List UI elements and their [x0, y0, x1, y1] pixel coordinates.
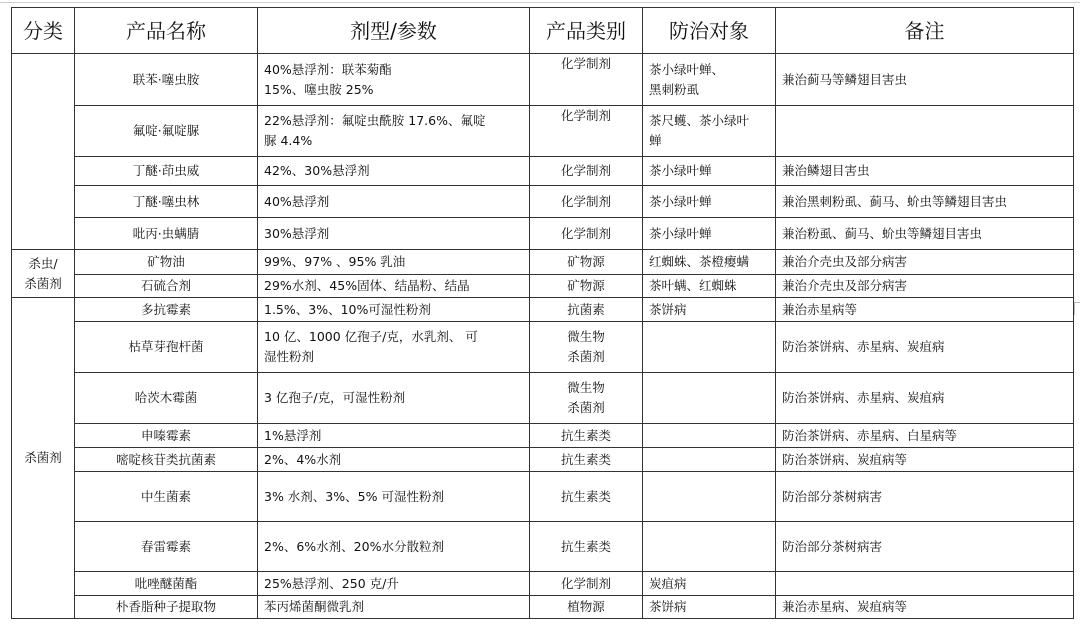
target: 茶小绿叶蝉、 黑刺粉虱 — [643, 54, 776, 106]
note: 防治茶饼病、赤星病、炭疽病 — [776, 373, 1074, 424]
product-type: 抗生素类 — [530, 424, 643, 448]
pesticide-table — [11, 7, 1074, 619]
product-name: 丁醚·噻虫林 — [75, 186, 258, 218]
product-type: 微生物 杀菌剂 — [530, 322, 643, 373]
header-product-type: 产品类别 — [530, 8, 643, 54]
target — [643, 322, 776, 373]
note — [776, 572, 1074, 596]
note: 防治茶饼病、炭疽病等 — [776, 448, 1074, 472]
note: 兼治蓟马等鳞翅目害虫 — [776, 54, 1074, 106]
formulation: 42%、30%悬浮剂 — [258, 157, 530, 186]
note: 防治茶饼病、赤星病、白星病等 — [776, 424, 1074, 448]
product-name: 丁醚·茚虫威 — [75, 157, 258, 186]
note: 兼治介壳虫及部分病害 — [776, 250, 1074, 275]
table-row — [12, 373, 1074, 424]
header-formulation: 剂型/参数 — [258, 8, 530, 54]
product-type: 微生物 杀菌剂 — [530, 373, 643, 424]
product-type: 矿物源 — [530, 250, 643, 275]
note: 兼治介壳虫及部分病害 — [776, 275, 1074, 298]
note: 防治部分茶树病害 — [776, 472, 1074, 522]
product-type: 化学制剂 — [530, 186, 643, 218]
target: 茶饼病 — [643, 596, 776, 619]
table-row — [12, 157, 1074, 186]
product-type: 抗菌素 — [530, 298, 643, 322]
formulation: 2%、4%水剂 — [258, 448, 530, 472]
header-target: 防治对象 — [643, 8, 776, 54]
product-name: 联苯·噻虫胺 — [75, 54, 258, 106]
group-cell — [12, 54, 75, 250]
table-row — [12, 572, 1074, 596]
page-edge-mark — [1074, 302, 1080, 315]
table-row — [12, 54, 1074, 106]
table-row — [12, 472, 1074, 522]
product-type: 抗生素类 — [530, 522, 643, 572]
table-row — [12, 298, 1074, 322]
target — [643, 424, 776, 448]
product-name: 枯草芽孢杆菌 — [75, 322, 258, 373]
note — [776, 106, 1074, 157]
header-category: 分类 — [12, 8, 75, 54]
product-type: 抗生素类 — [530, 472, 643, 522]
note: 兼治粉虱、蓟马、蚧虫等鳞翅目害虫 — [776, 218, 1074, 250]
formulation: 3 亿孢子/克，可湿性粉剂 — [258, 373, 530, 424]
product-name: 嘧啶核苷类抗菌素 — [75, 448, 258, 472]
target: 茶尺蠖、茶小绿叶 蝉 — [643, 106, 776, 157]
formulation: 苯丙烯菌酮微乳剂 — [258, 596, 530, 619]
product-name: 石硫合剂 — [75, 275, 258, 298]
table-row — [12, 106, 1074, 157]
header-notes: 备注 — [776, 8, 1074, 54]
formulation: 2%、6%水剂、20%水分散粒剂 — [258, 522, 530, 572]
product-name: 吡丙·虫螨腈 — [75, 218, 258, 250]
product-type: 化学制剂 — [530, 106, 643, 157]
product-type: 化学制剂 — [530, 218, 643, 250]
target — [643, 373, 776, 424]
note: 兼治鳞翅目害虫 — [776, 157, 1074, 186]
target: 茶小绿叶蝉 — [643, 218, 776, 250]
group-cell: 杀菌剂 — [12, 298, 75, 619]
formulation: 10 亿、1000 亿孢子/克，水乳剂、 可 湿性粉剂 — [258, 322, 530, 373]
formulation: 29%水剂、45%固体、结晶粉、结晶 — [258, 275, 530, 298]
target: 茶饼病 — [643, 298, 776, 322]
formulation: 30%悬浮剂 — [258, 218, 530, 250]
formulation: 25%悬浮剂、250 克/升 — [258, 572, 530, 596]
table-row — [12, 186, 1074, 218]
target — [643, 472, 776, 522]
target: 红蜘蛛、茶橙瘿螨 — [643, 250, 776, 275]
target — [643, 522, 776, 572]
product-type: 化学制剂 — [530, 157, 643, 186]
product-type: 抗生素类 — [530, 448, 643, 472]
target: 茶叶螨、红蜘蛛 — [643, 275, 776, 298]
formulation: 99%、97% 、95% 乳油 — [258, 250, 530, 275]
formulation: 1.5%、3%、10%可湿性粉剂 — [258, 298, 530, 322]
note: 兼治黑刺粉虱、蓟马、蚧虫等鳞翅目害虫 — [776, 186, 1074, 218]
product-name: 多抗霉素 — [75, 298, 258, 322]
note: 防治茶饼病、赤星病、炭疽病 — [776, 322, 1074, 373]
group-cell: 杀虫/ 杀菌剂 — [12, 250, 75, 298]
header-product-name: 产品名称 — [75, 8, 258, 54]
product-type: 矿物源 — [530, 275, 643, 298]
header-row — [12, 8, 1074, 54]
table-row — [12, 322, 1074, 373]
product-name: 朴香脂种子提取物 — [75, 596, 258, 619]
table-row — [12, 250, 1074, 275]
table-row — [12, 275, 1074, 298]
target: 炭疽病 — [643, 572, 776, 596]
formulation: 22%悬浮剂：氟啶虫酰胺 17.6%、氟啶 脲 4.4% — [258, 106, 530, 157]
product-type: 植物源 — [530, 596, 643, 619]
product-name: 吡唑醚菌酯 — [75, 572, 258, 596]
table-row — [12, 522, 1074, 572]
product-name: 申嗪霉素 — [75, 424, 258, 448]
table-row — [12, 596, 1074, 619]
table-row — [12, 218, 1074, 250]
target: 茶小绿叶蝉 — [643, 186, 776, 218]
product-name: 氟啶·氟啶脲 — [75, 106, 258, 157]
formulation: 40%悬浮剂 — [258, 186, 530, 218]
product-type: 化学制剂 — [530, 572, 643, 596]
note: 防治部分茶树病害 — [776, 522, 1074, 572]
product-name: 中生菌素 — [75, 472, 258, 522]
product-name: 春雷霉素 — [75, 522, 258, 572]
formulation: 1%悬浮剂 — [258, 424, 530, 448]
target: 茶小绿叶蝉 — [643, 157, 776, 186]
formulation: 3% 水剂、3%、5% 可湿性粉剂 — [258, 472, 530, 522]
table-row — [12, 448, 1074, 472]
formulation: 40%悬浮剂：联苯菊酯 15%、噻虫胺 25% — [258, 54, 530, 106]
product-type: 化学制剂 — [530, 54, 643, 106]
product-name: 矿物油 — [75, 250, 258, 275]
note: 兼治赤星病等 — [776, 298, 1074, 322]
target — [643, 448, 776, 472]
product-name: 哈茨木霉菌 — [75, 373, 258, 424]
page-top-rule — [0, 2, 1080, 3]
note: 兼治赤星病、炭疽病等 — [776, 596, 1074, 619]
table-row — [12, 424, 1074, 448]
